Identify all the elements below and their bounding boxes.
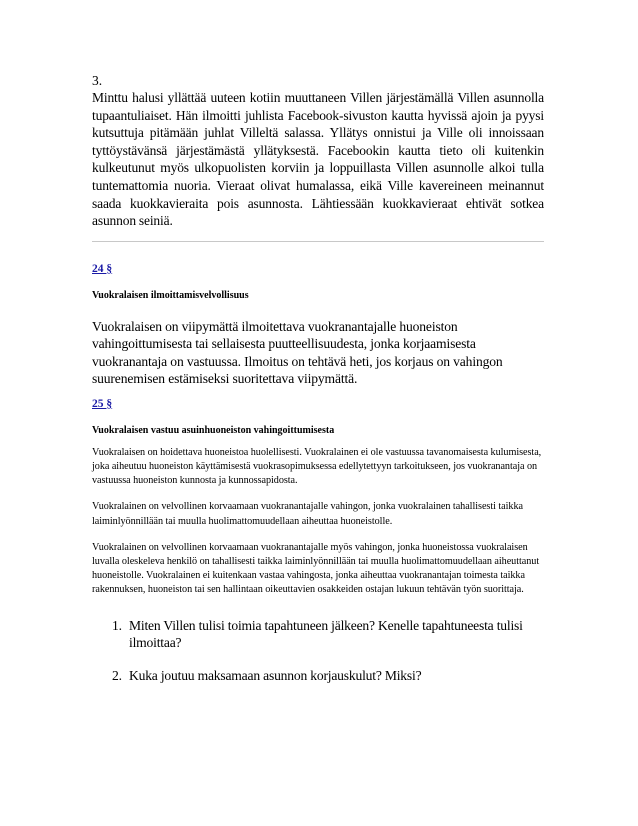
divider	[92, 241, 544, 242]
section-25-link[interactable]: 25 §	[92, 397, 113, 410]
section-25-paragraph-3: Vuokralainen on velvollinen korvaamaan vuokranantajalle myös vahingon, jonka huoneistossa vuokralaisen luvalla oleskeleva henkilö on tahallisesti taikka laiminlyönnillään tai muulla huolimattomuudellaan aiheuttanut huoneistolle. Vuokralainen ei kuitenkaan vastaa vahingosta, jonka aiheuttaa vuokranantajan toimesta taikka rakennuksen, huoneiston tai sen hallintaan oikeuttavien osakkeiden ostajan lukuun tehtävän työn suorittaja.	[92, 541, 540, 596]
question-list	[92, 617, 544, 684]
section-25-title: Vuokralaisen vastuu asuinhuoneiston vahingoittumisesta	[92, 424, 335, 436]
document-page	[92, 72, 544, 684]
section-24-text: Vuokralaisen on viipymättä ilmoitettava vuokranantajalle huoneiston vahingoittumisesta tai sellaisesta puutteellisuudesta, jonka korjaamisesta vuokranantaja on vastuussa. Ilmoitus on tehtävä heti, jos korjaus on vahingon suurenemisen estämiseksi suoritettava viipymättä.	[92, 318, 503, 387]
question-number: 1.	[112, 617, 122, 633]
question-text: Kuka joutuu maksamaan asunnon korjauskulut? Miksi?	[129, 667, 422, 683]
question-item	[92, 617, 544, 651]
question-number: 2.	[112, 667, 122, 683]
question-item	[92, 667, 544, 684]
section-24-link[interactable]: 24 §	[92, 262, 113, 275]
exercise-story: Minttu halusi yllättää uuteen kotiin muuttaneen Villen järjestämällä Villen asunnolla tupaantuliaiset. Hän ilmoitti juhlista Facebook-sivuston kautta hyvissä ajoin ja pyysi kutsuttuja pitämään juhlat Villeltä salassa. Yllätys onnistui ja Ville oli innoissaan tyttöystävänsä järjestämästä yllätyksestä. Facebookin kautta tieto oli kuitenkin kulkeutunut myös ulkopuolisten korviin ja loppuillasta Villen asunnolle alkoi tulla tuntemattomia nuoria. Vieraat olivat humalassa, eikä Ville kavereineen meinannut saada kuokkavieraita pois asunnosta. Lähtiessään kuokkavieraat ehtivät sotkea asunnon seiniä.	[92, 90, 544, 229]
exercise-number: 3.	[92, 73, 103, 88]
section-24-title: Vuokralaisen ilmoittamisvelvollisuus	[92, 289, 249, 301]
question-text: Miten Villen tulisi toimia tapahtuneen jälkeen? Kenelle tapahtuneesta tulisi ilmoittaa?	[129, 617, 523, 650]
section-25-paragraph-2: Vuokralainen on velvollinen korvaamaan vuokranantajalle vahingon, jonka vuokralainen tahallisesti taikka laiminlyönnillään tai muulla huolimattomuudellaan aiheuttaa huoneistolle.	[92, 501, 523, 527]
section-25-paragraph-1: Vuokralaisen on hoidettava huoneistoa huolellisesti. Vuokralainen ei ole vastuussa tavanomaisesta kulumisesta, joka aiheutuu huoneiston käyttämisestä vuokrasopimuksessa edellytettyyn tarkoitukseen, jos vuokranantaja on vastuussa huoneiston kunnosta ja kunnossapidosta.	[92, 446, 542, 487]
